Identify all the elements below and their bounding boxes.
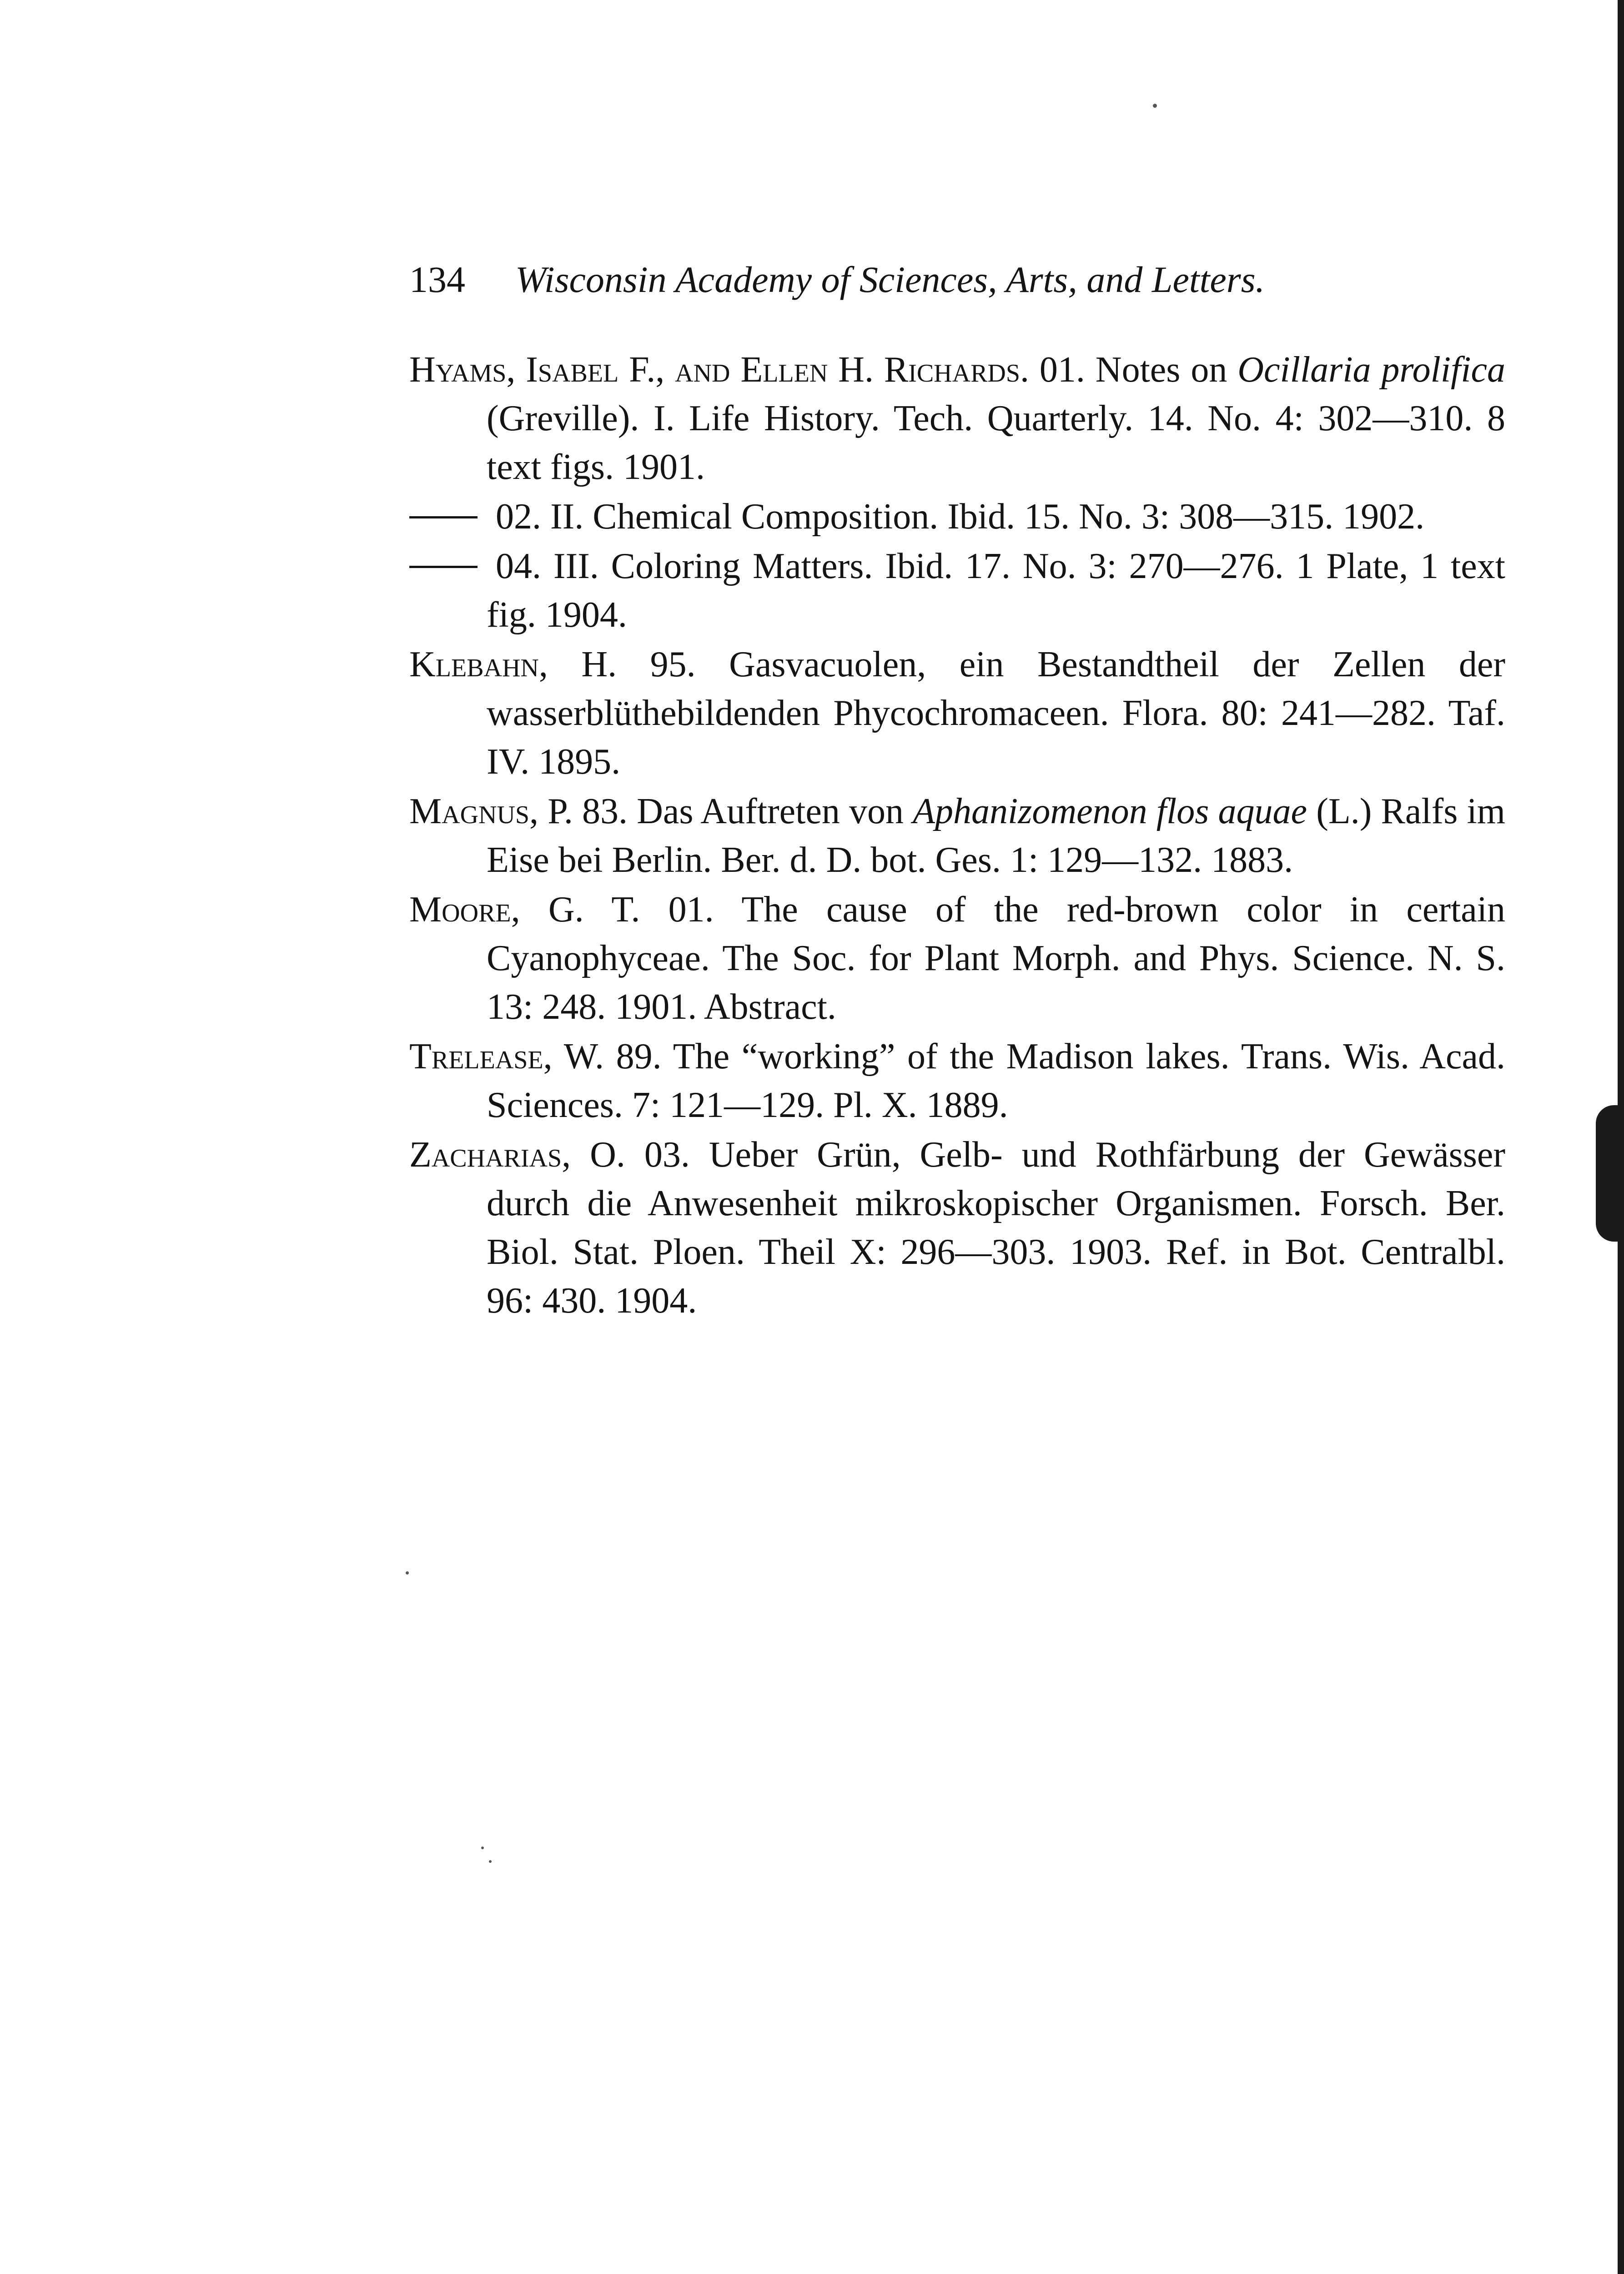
bibliography-entry [409, 346, 1505, 492]
entry-author: Trelease, W. [409, 1036, 604, 1077]
entry-text: 02. II. Chemical Composition. Ibid. 15. No. 3: 308—315. 1902. [496, 497, 1425, 537]
page-number: 134 [409, 259, 465, 300]
bibliography-entry [409, 640, 1505, 786]
scan-speck [406, 1571, 409, 1575]
ditto-dash [409, 566, 478, 568]
scan-speck [481, 1846, 484, 1849]
running-head [409, 255, 1410, 305]
bibliography-entry [409, 885, 1505, 1031]
entry-text: 04. III. Coloring Matters. Ibid. 17. No. 3: 270—276. 1 Plate, 1 text fig. 1904. [487, 546, 1505, 635]
ditto-dash [409, 516, 478, 518]
bibliography-entry [409, 787, 1505, 885]
bibliography-entry [409, 1032, 1505, 1130]
scan-speck [1153, 104, 1157, 108]
entry-text: 01. The cause of the red-brown color in certain Cyanophyceae. The Soc. for Plant Morph. and Phys. Science. N. S. 13: 248. 1901. Abstract. [487, 890, 1506, 1027]
bibliography-entry [409, 542, 1505, 639]
entry-text: 95. Gasvacuolen, ein Bestandtheil der Zellen der wasserblüthebildenden Phycochromaceen. Flora. 80: 241—282. Taf. IV. 1895. [487, 644, 1506, 782]
bibliography-list [409, 346, 1505, 1326]
entry-author: Hyams, Isabel F., and Ellen H. Richards. [409, 350, 1030, 390]
entry-text: 01. Notes on [1039, 350, 1238, 390]
entry-author: Klebahn, H. [409, 644, 617, 684]
entry-author: Magnus, P. [409, 791, 573, 831]
entry-text: (L.) Ralfs im Eise bei Berlin. Ber. d. D. bot. Ges. 1: 129—132. 1883. [487, 791, 1505, 880]
entry-author: Moore, G. T. [409, 890, 640, 930]
scan-speck [489, 1860, 492, 1863]
entry-text: (Greville). I. Life History. Tech. Quarterly. 14. No. 4: 302—310. 8 text figs. 1901. [487, 398, 1505, 487]
bibliography-entry [409, 493, 1505, 541]
entry-text: 03. Ueber Grün, Gelb- und Rothfärbung der Gewässer durch die Anwesenheit mikroskopischer Organismen. Forsch. Ber. Biol. Stat. Ploen. Theil X: 296—303. 1903. Ref. in Bot. Centralbl. 96: 430. 1904. [487, 1135, 1506, 1321]
entry-text: 83. Das Auftreten von [582, 791, 913, 831]
entry-author: Zacharias, O. [409, 1135, 625, 1175]
bibliography-entry [409, 1131, 1505, 1325]
journal-title: Wisconsin Academy of Sciences, Arts, and Letters. [515, 259, 1265, 300]
species-name: Ocillaria prolifica [1237, 350, 1506, 390]
scan-edge [1618, 0, 1624, 2274]
species-name: Aphanizomenon flos aquae [913, 791, 1307, 831]
entry-text: 89. The “working” of the Madison lakes. Trans. Wis. Acad. Sciences. 7: 121—129. Pl. X. 1889. [487, 1036, 1506, 1125]
